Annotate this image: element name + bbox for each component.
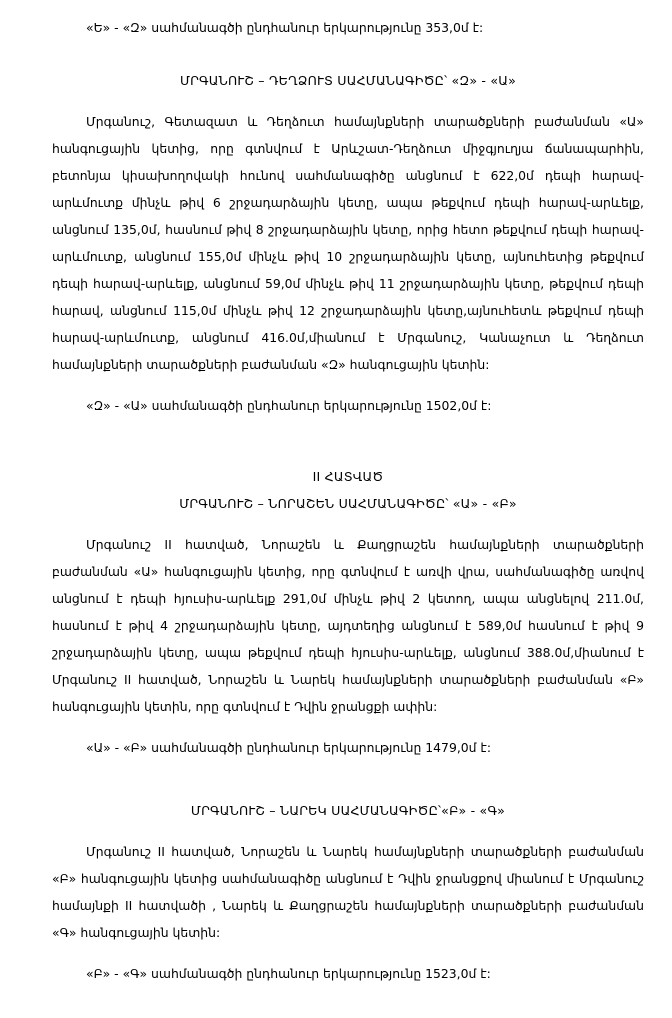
spacer <box>52 824 644 838</box>
spacer <box>52 720 644 734</box>
spacer <box>52 761 644 797</box>
spacer <box>52 41 644 67</box>
section-heading-mrganush-norashen: ՄՐԳԱՆՈՒՇ – ՆՈՐԱՇԵՆ ՍԱՀՄԱՆԱԳԻԾԸ՝ «Ա» - «Բ» <box>179 496 517 511</box>
paragraph-mrganush-narek: Մրգանուշ II հատված, Նորաշեն և Նարեկ համայնքների տարածքների բաժանման «Բ» հանգուցային կետից սահմանագիծը անցնում է Դվին ջրանցքով միանում է Մրգանուշ համայնքի II հատվածի , Նարեկ և Քաղցրաշեն համայնքների տարածքների բաժանման «Գ» հանգուցային կետին: <box>52 844 644 940</box>
boundary-length-a-b: «Ա» - «Բ» սահմանագծի ընդհանուր երկարությունը 1479,0մ է: <box>86 740 491 755</box>
boundary-length-z-a: «Զ» - «Ա» սահմանագծի ընդհանուր երկարությունը 1502,0մ է: <box>86 398 492 413</box>
spacer <box>52 517 644 531</box>
boundary-length-b-g: «Բ» - «Գ» սահմանագծի ընդհանուր երկարությունը 1523,0մ է: <box>86 966 491 981</box>
spacer <box>52 94 644 108</box>
section-heading-mrganush-deghdzut: ՄՐԳԱՆՈՒՇ – ԴԵՂՁՈՒՏ ՍԱՀՄԱՆԱԳԻԾԸ՝ «Զ» - «Ա» <box>179 73 517 88</box>
section-title-part-two: II ՀԱՏՎԱԾ <box>312 469 384 484</box>
spacer <box>52 378 644 392</box>
spacer <box>52 419 644 463</box>
section-heading-mrganush-narek: ՄՐԳԱՆՈՒՇ – ՆԱՐԵԿ ՍԱՀՄԱՆԱԳԻԾԸ՝«Բ» - «Գ» <box>190 803 506 818</box>
boundary-length-e-z: «Ե» - «Զ» սահմանագծի ընդհանուր երկարությունը 353,0մ է: <box>86 20 484 35</box>
spacer <box>52 946 644 960</box>
paragraph-mrganush-deghdzut: Մրգանուշ, Գետազատ և Դեղձուտ համայնքների տարածքների բաժանման «Ա» հանգուցային կետից, որը գտնվում է Արևշատ-Դեղձուտ միջգյուղյա ճանապարհին, բետոնյա կիսախողովակի հունով սահմանագիծը անցնում է 622,0մ դեպի հարավ-արևմուտք մինչև թիվ 6 շրջադարձային կետը, ապա թեքվում դեպի հարավ-արևելք, անցնում 135,0մ, հասնում թիվ 8 շրջադարձային կետը, որից հետո թեքվում դեպի հարավ-արևմուտք, անցնում 155,0մ մինչև թիվ 10 շրջադարձային կետը, այնուհետից թեքվում դեպի հարավ-արևելք, անցնում 59,0մ մինչև թիվ 11 շրջադարձային կետը, թեքվում դեպի հարավ, անցնում 115,0մ մինչև թիվ 12 շրջադարձային կետը,այնուհետև թեքվում դեպի հարավ-արևմուտք, անցնում 416.0մ,միանում է Մրգանուշ, Կանաչուտ և Դեղձուտ համայնքների տարածքների բաժանման «Զ» հանգուցային կետին: <box>52 114 644 372</box>
paragraph-mrganush-norashen: Մրգանուշ II հատված, Նորաշեն և Քաղցրաշեն համայնքների տարածքների բաժանման «Ա» հանգուցային կետից, որը գտնվում է առվի վրա, սահմանագիծը առվով անցնում է դեպի հյուսիս-արևելք 291,0մ մինչև թիվ 2 կետող, ապա անցնելով 211.0մ, հասնում է թիվ 4 շրջադարձային կետը, այդտեղից անցնում է 589,0մ հասնում է թիվ 9 շրջադարձային կետը, ապա թեքվում դեպի հյուսիս-արևելք, անցնում 388.0մ,միանում է Մրգանուշ II հատված, Նորաշեն և Նարեկ համայնքների տարածքների բաժանման «Բ» հանգուցային կետին, որը գտնվում է Դվին ջրանցքի ափին: <box>52 537 644 714</box>
